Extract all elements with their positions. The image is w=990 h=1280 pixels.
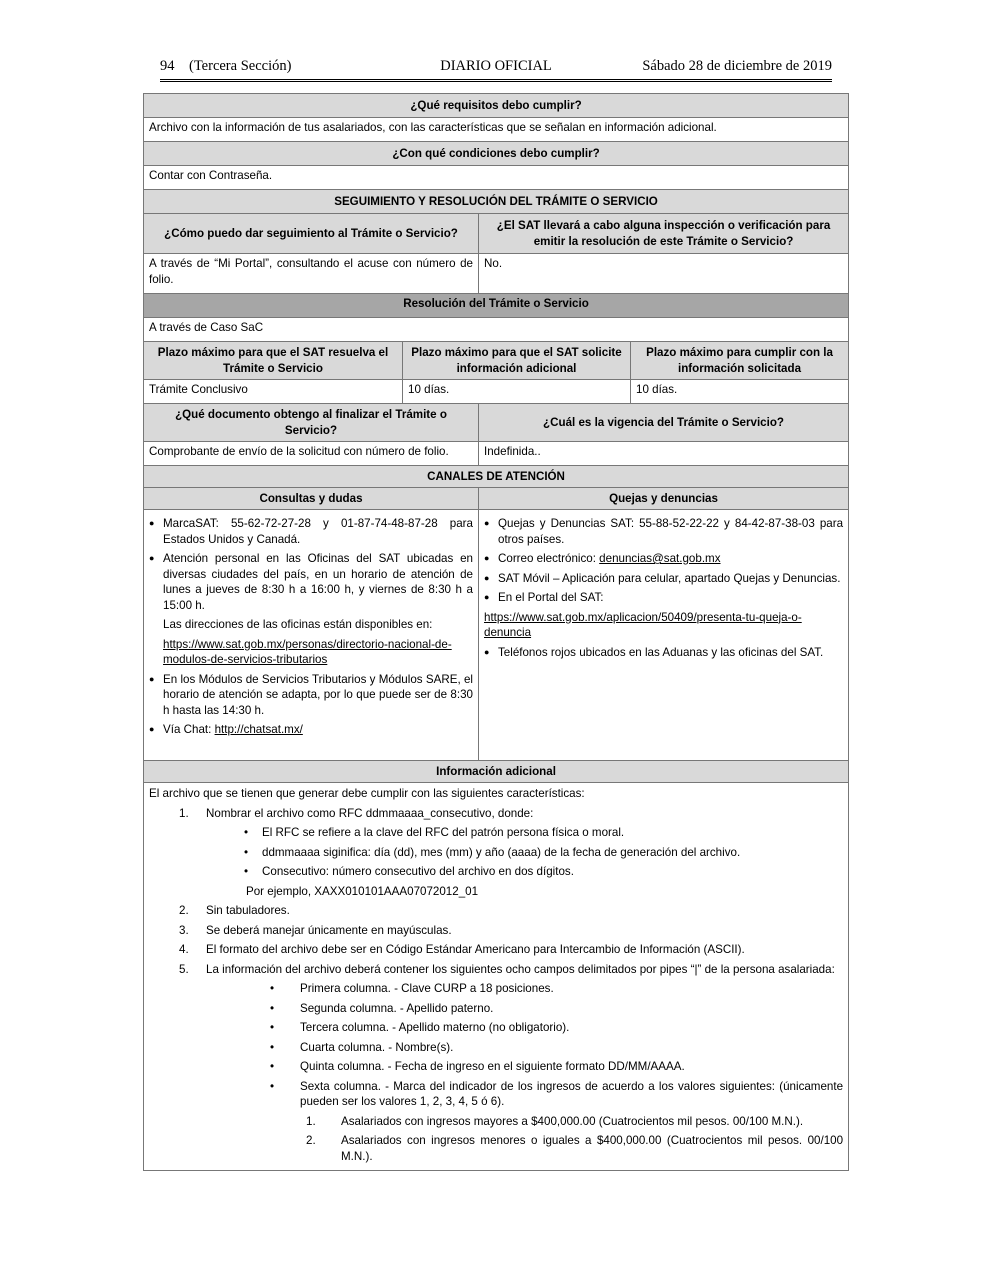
plazos-heading-row bbox=[144, 342, 849, 380]
vigencia-heading: ¿Cuál es la vigencia del Trámite o Servicio? bbox=[479, 404, 849, 442]
requisitos-heading-row bbox=[144, 94, 849, 118]
page-number-section: 94 (Tercera Sección) bbox=[160, 58, 292, 74]
chat-link[interactable]: http://chatsat.mx/ bbox=[214, 723, 303, 736]
quejas-portal: ● En el Portal del SAT: bbox=[484, 590, 843, 606]
item-text: Asalariados con ingresos menores o iguales a $400,000.00 (Cuatrocientos mil pesos. 00/100 M.N.). bbox=[341, 1134, 844, 1163]
item-text: La información del archivo deberá contener los siguientes ocho campos delimitados por pipes “|” de la persona asalariada: bbox=[206, 962, 835, 976]
item-text: Asalariados con ingresos mayores a $400,000.00 (Cuatrocientos mil pesos. 00/100 M.N.). bbox=[341, 1114, 804, 1128]
consultas-modulos: ● En los Módulos de Servicios Tributarios y Módulos SARE, el horario de atención se adapta, por lo que puede ser de 8:30 h hasta las 14:30 h. bbox=[149, 672, 473, 719]
info-item-2 bbox=[149, 903, 843, 919]
seguimiento-col2-heading: ¿El SAT llevará a cabo alguna inspección o verificación para emitir la resolución de este Trámite o Servicio? bbox=[479, 214, 849, 254]
item-number: 1. bbox=[179, 806, 189, 820]
columna-6-bullet: • Sexta columna. - Marca del indicador de los ingresos de acuerdo a los valores siguientes: (únicamente pueden ser los valores 1, 2, 3, 4, 5 ó 6). bbox=[149, 1079, 843, 1110]
plazos-values-row bbox=[144, 380, 849, 404]
header-divider bbox=[160, 79, 832, 80]
consultas-heading: Consultas y dudas bbox=[144, 488, 479, 510]
plazo-solicitar-heading: Plazo máximo para que el SAT solicite información adicional bbox=[403, 342, 631, 380]
item-text: Se deberá manejar únicamente en mayúsculas. bbox=[206, 923, 452, 937]
documento-heading: ¿Qué documento obtengo al finalizar el Trámite o Servicio? bbox=[144, 404, 479, 442]
seguimiento-heading-row bbox=[144, 214, 849, 254]
plazo-cumplir-value: 10 días. bbox=[631, 380, 849, 404]
item-number: 2. bbox=[179, 904, 189, 917]
consultas-atencion-personal: ● Atención personal en las Oficinas del SAT ubicadas en diversas ciudades del país, en un horario de atención de lunes a jueves de 8:30 h a 16:00 h, y viernes de 8:30 h a 15:00 h. bbox=[149, 551, 473, 613]
publication-date: Sábado 28 de diciembre de 2019 bbox=[642, 58, 832, 74]
columna-4-bullet: • Cuarta columna. - Nombre(s). bbox=[149, 1040, 843, 1056]
directorio-link[interactable]: https://www.sat.gob.mx/personas/directorio-nacional-de-modulos-de-servicios-tributarios bbox=[163, 637, 452, 666]
info-adicional-content bbox=[144, 783, 849, 1171]
info-item-4 bbox=[149, 942, 843, 958]
plazo-solicitar-value: 10 días. bbox=[403, 380, 631, 404]
seguimiento-col1-text: A través de “Mi Portal”, consultando el acuse con número de folio. bbox=[144, 254, 479, 294]
denuncias-email-link[interactable]: denuncias@sat.gob.mx bbox=[599, 552, 721, 565]
item-number: 5. bbox=[179, 962, 189, 976]
plazo-cumplir-heading: Plazo máximo para cumplir con la información solicitada bbox=[631, 342, 849, 380]
queja-portal-link[interactable]: https://www.sat.gob.mx/aplicacion/50409/presenta-tu-queja-o-denuncia bbox=[484, 610, 802, 639]
consultas-marcasat: ● MarcaSAT: 55-62-72-27-28 y 01-87-74-48-87-28 para Estados Unidos y Canadá. bbox=[149, 516, 473, 547]
filename-example: Por ejemplo, XAXX010101AAA07072012_01 bbox=[246, 884, 479, 898]
requisitos-row bbox=[144, 118, 849, 142]
correo-prefix: Correo electrónico: bbox=[498, 552, 600, 565]
item-text: Sin tabuladores. bbox=[206, 904, 290, 917]
quejas-telefonos: ● Quejas y Denuncias SAT: 55-88-52-22-22 y 84-42-87-38-03 para otros países. bbox=[484, 516, 843, 547]
condiciones-heading-row bbox=[144, 142, 849, 166]
plazo-resolver-heading: Plazo máximo para que el SAT resuelva el Trámite o Servicio bbox=[144, 342, 403, 380]
fecha-bullet: • ddmmaaaa siginifica: día (dd), mes (mm) y año (aaaa) de la fecha de generación del archivo. bbox=[149, 845, 843, 861]
resolucion-text: A través de Caso SaC bbox=[144, 318, 849, 342]
consultas-chat bbox=[149, 722, 473, 738]
columna-1-bullet: • Primera columna. - Clave CURP a 18 posiciones. bbox=[149, 981, 843, 997]
columna-3-bullet: • Tercera columna. - Apellido materno (no obligatorio). bbox=[149, 1020, 843, 1036]
documento-values-row bbox=[144, 442, 849, 466]
ingresos-mayores-item bbox=[149, 1114, 843, 1130]
requisitos-text: Archivo con la información de tus asalariados, con las características que se señalan en información adicional. bbox=[144, 118, 849, 142]
seguimiento-col2-text: No. bbox=[479, 254, 849, 294]
item-text: Nombrar el archivo como RFC ddmmaaaa_consecutivo, donde: bbox=[206, 806, 534, 820]
seguimiento-title-row bbox=[144, 190, 849, 214]
info-intro: El archivo que se tienen que generar debe cumplir con las siguientes características: bbox=[149, 787, 585, 800]
seguimiento-col1-heading: ¿Cómo puedo dar seguimiento al Trámite o Servicio? bbox=[144, 214, 479, 254]
info-content-row bbox=[144, 783, 849, 1171]
quejas-heading: Quejas y denuncias bbox=[479, 488, 849, 510]
quejas-correo bbox=[484, 551, 843, 567]
procedure-table bbox=[143, 93, 849, 1171]
quejas-content bbox=[479, 510, 849, 761]
consultas-direcciones-label: Las direcciones de las oficinas están disponibles en: bbox=[163, 618, 433, 631]
page-header bbox=[160, 56, 832, 78]
documento-heading-row bbox=[144, 404, 849, 442]
canales-title: CANALES DE ATENCIÓN bbox=[144, 466, 849, 488]
quejas-sat-movil: ● SAT Móvil – Aplicación para celular, apartado Quejas y Denuncias. bbox=[484, 571, 843, 587]
resolucion-title: Resolución del Trámite o Servicio bbox=[144, 294, 849, 318]
condiciones-text: Contar con Contraseña. bbox=[144, 166, 849, 190]
quejas-telefonos-rojos: ● Teléfonos rojos ubicados en las Aduanas y las oficinas del SAT. bbox=[484, 645, 843, 661]
columna-2-bullet: • Segunda columna. - Apellido paterno. bbox=[149, 1001, 843, 1017]
info-adicional-title: Información adicional bbox=[144, 761, 849, 783]
requisitos-heading: ¿Qué requisitos debo cumplir? bbox=[144, 94, 849, 118]
canales-content-row bbox=[144, 510, 849, 761]
chat-prefix: Vía Chat: bbox=[163, 723, 215, 736]
item-number: 1. bbox=[306, 1114, 316, 1128]
plazo-resolver-value: Trámite Conclusivo bbox=[144, 380, 403, 404]
documento-value: Comprobante de envío de la solicitud con número de folio. bbox=[144, 442, 479, 466]
consultas-direcciones-wrap bbox=[163, 637, 473, 668]
vigencia-value: Indefinida.. bbox=[479, 442, 849, 466]
condiciones-row bbox=[144, 166, 849, 190]
info-title-row bbox=[144, 761, 849, 783]
seguimiento-values-row bbox=[144, 254, 849, 294]
condiciones-heading: ¿Con qué condiciones debo cumplir? bbox=[144, 142, 849, 166]
info-item-5 bbox=[149, 962, 843, 978]
resolucion-title-row bbox=[144, 294, 849, 318]
columna-5-bullet: • Quinta columna. - Fecha de ingreso en el siguiente formato DD/MM/AAAA. bbox=[149, 1059, 843, 1075]
item-number: 4. bbox=[179, 943, 189, 956]
canales-title-row bbox=[144, 466, 849, 488]
rfc-bullet: • El RFC se refiere a la clave del RFC del patrón persona física o moral. bbox=[149, 825, 843, 841]
header-divider-double bbox=[160, 81, 832, 82]
info-item-3 bbox=[149, 923, 843, 939]
consecutivo-bullet: • Consecutivo: número consecutivo del archivo en dos dígitos. bbox=[149, 864, 843, 880]
seguimiento-section-title: SEGUIMIENTO Y RESOLUCIÓN DEL TRÁMITE O SERVICIO bbox=[144, 190, 849, 214]
resolucion-row bbox=[144, 318, 849, 342]
canales-heading-row bbox=[144, 488, 849, 510]
item-number: 3. bbox=[179, 923, 189, 937]
info-item-1 bbox=[149, 806, 843, 822]
quejas-portal-link-wrap bbox=[484, 610, 843, 641]
consultas-content bbox=[144, 510, 479, 761]
ingresos-menores-item bbox=[149, 1133, 843, 1164]
item-text: El formato del archivo debe ser en Código Estándar Americano para Intercambio de Información (ASCII). bbox=[206, 943, 745, 956]
publication-title: DIARIO OFICIAL bbox=[440, 58, 552, 74]
item-number: 2. bbox=[306, 1134, 316, 1147]
